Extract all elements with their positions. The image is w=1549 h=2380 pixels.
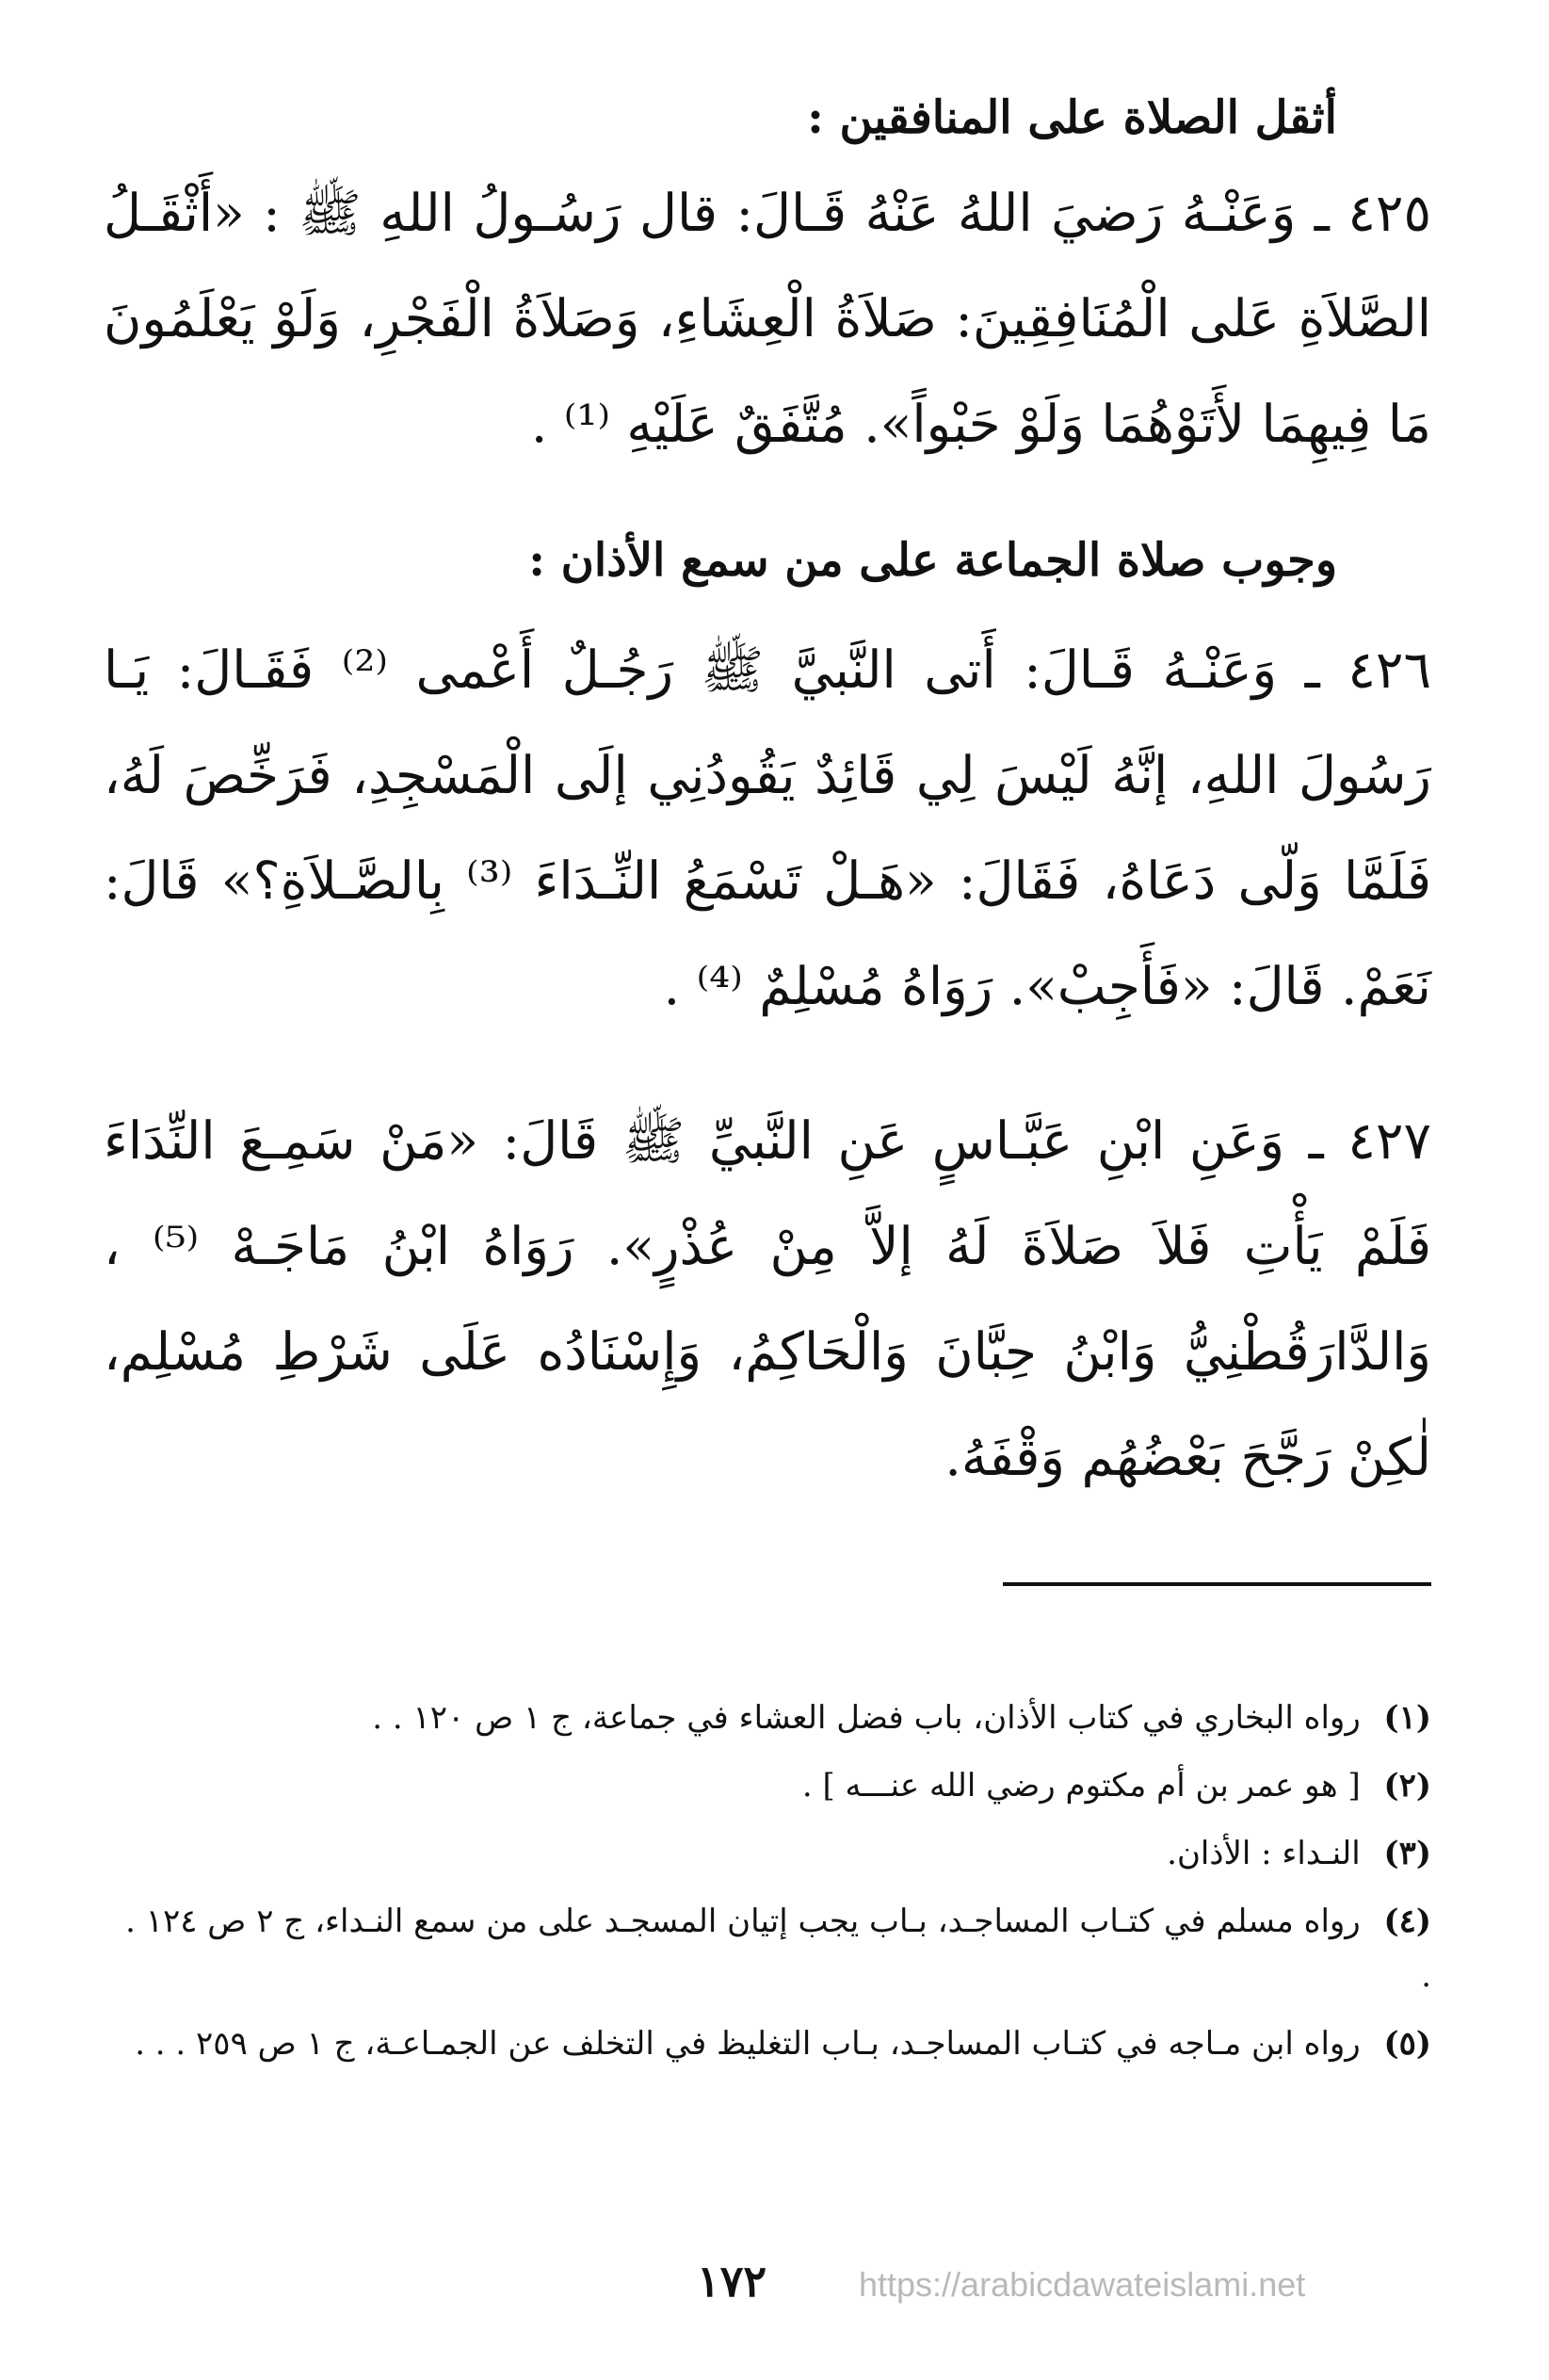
hadith-426: ٤٢٦ ـ وَعَنْـهُ قَـالَ: أَتى النَّبيَّ ﷺ رَجُـلٌ أَعْمى ⁽²⁾ فَقَـالَ: يَـا رَسُولَ اللهِ، إنَّهُ لَيْسَ لِي قَائِدٌ يَقُودُنِي إلَى الْمَسْجِدِ، فَرَخِّصَ لَهُ، فَلَمَّا وَلّى دَعَاهُ، فَقَالَ: «هَـلْ تَسْمَعُ النِّـدَاءَ ⁽³⁾ بِالصَّـلاَةِ؟» قَالَ: نَعَمْ. قَالَ: «فَأَجِبْ». رَوَاهُ مُسْلِمٌ ⁽⁴⁾ .: [104, 640, 1431, 1016]
hadith-425: ٤٢٥ ـ وَعَنْـهُ رَضيَ اللهُ عَنْهُ قَـالَ: قال رَسُـولُ اللهِ ﷺ : «أَثْقَـلُ الصَّلاَةِ عَلى الْمُنَافِقِينَ: صَلاَةُ الْعِشَاءِ، وَصَلاَةُ الْفَجْرِ، وَلَوْ يَعْلَمُونَ مَا فِيهِمَا لأَتَوْهُمَا وَلَوْ حَبْواً». مُتَّفَقٌ عَلَيْهِ ⁽¹⁾ .: [104, 183, 1431, 454]
footnote-text: رواه ابن مـاجه في كتـاب المساجـد، بـاب التغليظ في التخلف عن الجمـاعـة، ج ١ ص ٢٥٩ . . .: [135, 2025, 1361, 2063]
footnote-4: [122, 1894, 1431, 2003]
footnote-text: [ هو عمر بن أم مكتوم رضي الله عنـــه ] .: [801, 1767, 1361, 1805]
footnotes: [122, 1691, 1431, 2084]
footnote-text: رواه مسلم في كتـاب المساجـد، بـاب يجب إتيان المسجـد على من سمع النـداء، ج ٢ ص ١٢٤ . .: [125, 1902, 1431, 1995]
footnote-divider: [1003, 1582, 1431, 1586]
footnote-1: [122, 1691, 1431, 1745]
footnote-number: (٤): [1383, 1902, 1431, 1940]
footnote-number: (٥): [1383, 2025, 1431, 2063]
section-heading-congregation-obligation: وجوب صلاة الجماعة على من سمع الأذان :: [528, 534, 1337, 587]
footnote-number: (٣): [1383, 1835, 1431, 1872]
watermark-url[interactable]: https://arabicdawateislami.net: [859, 2265, 1306, 2304]
footnote-text: رواه البخاري في كتاب الأذان، باب فضل العشاء في جماعة، ج ١ ص ١٢٠ . .: [372, 1699, 1361, 1737]
footnote-number: (١): [1383, 1699, 1431, 1737]
footnote-2: [122, 1758, 1431, 1813]
footnote-5: [122, 2016, 1431, 2071]
hadith-427: ٤٢٧ ـ وَعَنِ ابْنِ عَبَّـاسٍ عَنِ النَّبيِّ ﷺ قَالَ: «مَنْ سَمِـعَ النِّدَاءَ فَلَمْ يَأْتِ فَلاَ صَلاَةَ لَهُ إلاَّ مِنْ عُذْرٍ». رَوَاهُ ابْنُ مَاجَـهْ ⁽⁵⁾ ، وَالدَّارَقُطْنِيُّ وَابْنُ حِبَّانَ وَالْحَاكِمُ، وَإِسْنَادُه عَلَى شَرْطِ مُسْلِم، لٰكِنْ رَجَّحَ بَعْضُهُم وَقْفَهُ.: [104, 1110, 1431, 1487]
footnote-text: النـداء : الأذان.: [1167, 1835, 1361, 1872]
page-number: ١٧٢: [697, 2256, 767, 2307]
footnote-number: (٢): [1383, 1767, 1431, 1805]
footnote-3: [122, 1826, 1431, 1881]
section-heading-heaviest-prayer: أثقل الصلاة على المنافقين :: [807, 91, 1337, 144]
